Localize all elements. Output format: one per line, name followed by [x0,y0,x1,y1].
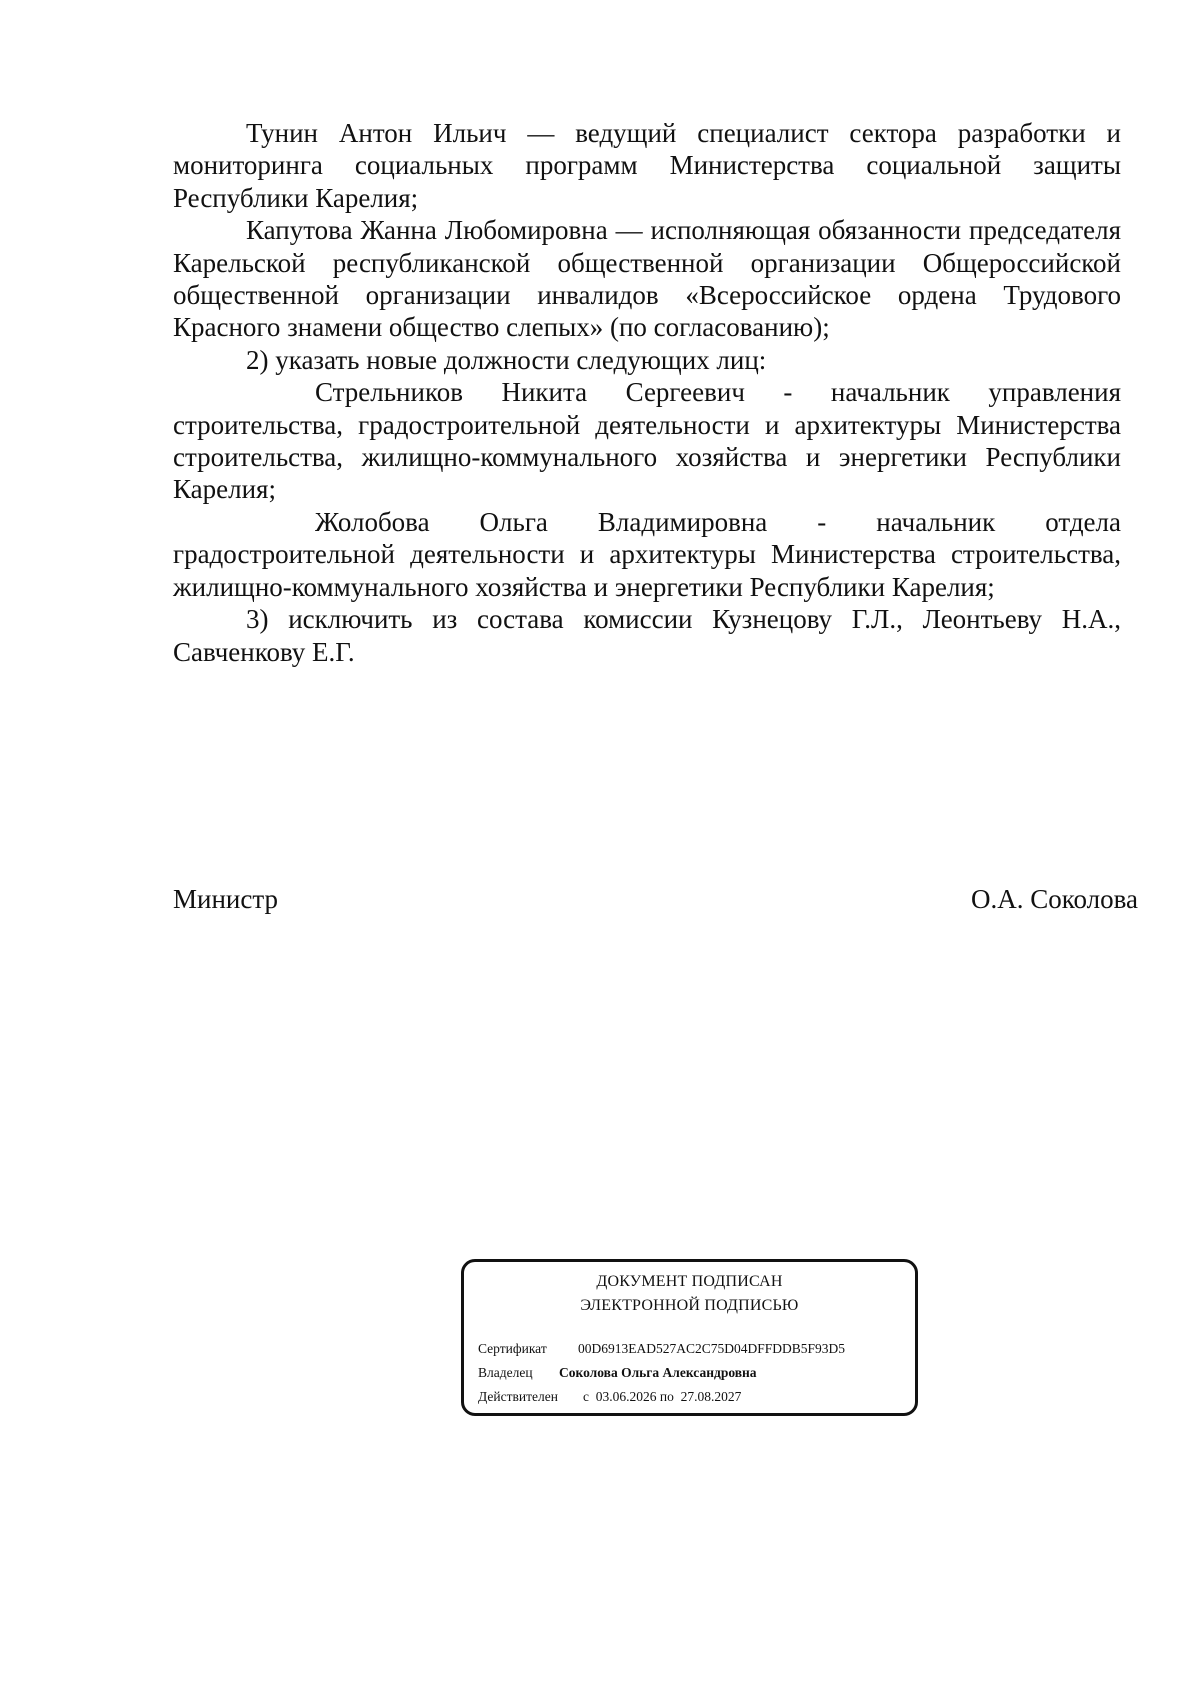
validity-label: Действителен [478,1389,558,1404]
owner-value: Соколова Ольга Александровна [559,1365,757,1380]
paragraph-kaputova: Капутова Жанна Любомировна — исполняющая обязанности председателя Карельской республиканской общественной организации Общероссийской общественной организации инвалидов «Всероссийское ордена Трудового Красного знамени общество слепых» (по согласованию); [173,215,1121,343]
signature-block [173,884,1138,915]
owner-label: Владелец [478,1365,533,1380]
paragraph-zholobova: Жолобова Ольга Владимировна - начальник отдела градостроительной деятельности и архитектуры Министерства строительства, жилищно-коммунального хозяйства и энергетики Республики Карелия; [173,506,1121,602]
signatory-position: Министр [173,884,278,914]
paragraph-strelnikov: Стрельников Никита Сергеевич - начальник управления строительства, градостроительной деятельности и архитектуры Министерства строительства, жилищно-коммунального хозяйства и энергетики Республики Карелия; [173,377,1121,505]
stamp-owner-row [478,1365,757,1381]
certificate-value: 00D6913EAD527AC2C75D04DFFDDB5F93D5 [578,1341,846,1356]
stamp-validity-row [478,1389,741,1405]
signatory-name: О.А. Соколова [971,884,1138,914]
paragraph-tunin: Тунин Антон Ильич — ведущий специалист сектора разработки и мониторинга социальных программ Министерства социальной защиты Республики Карелия; [173,118,1121,213]
document-body [173,117,1121,668]
stamp-title-line1: ДОКУМЕНТ ПОДПИСАН [596,1273,783,1290]
paragraph-item-2: 2) указать новые должности следующих лиц: [246,344,767,375]
electronic-signature-stamp [461,1259,918,1416]
stamp-certificate-row [478,1341,845,1357]
stamp-title-line2: ЭЛЕКТРОННОЙ ПОДПИСЬЮ [580,1297,799,1314]
validity-value: с 03.06.2026 по 27.08.2027 [583,1389,742,1404]
certificate-label: Сертификат [478,1341,547,1356]
paragraph-item-3: 3) исключить из состава комиссии Кузнецову Г.Л., Леонтьеву Н.А., Савченкову Е.Г. [173,604,1121,667]
